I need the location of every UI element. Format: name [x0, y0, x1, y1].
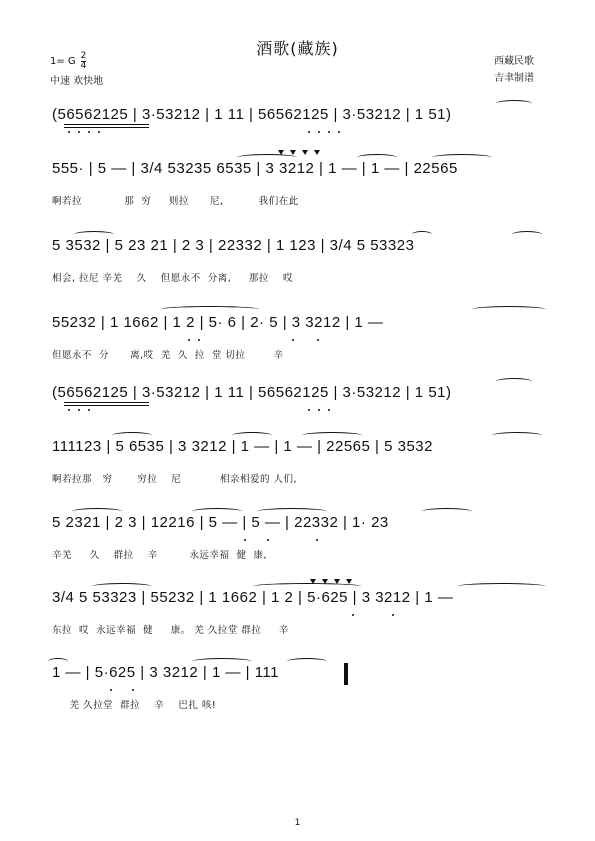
system-2	[52, 158, 546, 218]
low-octave-dot	[110, 689, 112, 691]
beat-underline	[64, 124, 149, 125]
beat-underline	[64, 405, 149, 406]
low-octave-dot	[88, 131, 90, 133]
system-9	[52, 662, 546, 722]
low-octave-dot	[328, 409, 330, 411]
low-octave-dot	[88, 409, 90, 411]
notation-line: (56562125 | 3·53212 | 1 11 | 56562125 | 3·53212 | 1 51)	[52, 106, 452, 123]
notation-line: 111123 | 5 6535 | 3 3212 | 1 — | 1 — | 22565 | 5 3532	[52, 438, 433, 455]
source-credit: 西藏民歌	[494, 56, 534, 67]
low-octave-dot	[352, 614, 354, 616]
slur-mark	[496, 378, 532, 385]
final-barline	[344, 663, 348, 685]
low-octave-dot	[318, 131, 320, 133]
accent-mark	[302, 150, 308, 155]
song-title: 酒歌(藏族)	[256, 39, 339, 58]
low-octave-dot	[292, 339, 294, 341]
slur-mark	[48, 658, 68, 665]
low-octave-dot	[316, 539, 318, 541]
slur-mark	[257, 508, 327, 515]
accent-mark	[314, 150, 320, 155]
system-8	[52, 587, 546, 647]
system-4	[52, 312, 546, 372]
low-octave-dot	[98, 131, 100, 133]
lyrics-line: 但愿永不 分 离,哎 羌 久 拉 堂 切拉 辛	[52, 350, 284, 361]
slur-mark	[496, 100, 532, 107]
notation-line: 1 — | 5·625 | 3 3212 | 1 — | 111	[52, 664, 279, 681]
slur-mark	[432, 154, 492, 161]
low-octave-dot	[317, 339, 319, 341]
low-octave-dot	[244, 539, 246, 541]
notation-line: 55232 | 1 1662 | 1 2 | 5· 6 | 2· 5 | 3 3212 | 1 —	[52, 314, 384, 331]
tempo-marking: 中速 欢快地	[50, 76, 104, 87]
lyrics-line: 相会, 拉尼 辛羌 久 但愿永不 分离, 那拉 哎	[52, 273, 293, 284]
lyrics-line: 啊若拉 那 穷 则拉 尼, 我们在此	[52, 196, 299, 207]
slur-mark	[412, 231, 432, 238]
slur-mark	[112, 432, 152, 439]
low-octave-dot	[68, 131, 70, 133]
low-octave-dot	[338, 131, 340, 133]
arranger-credit: 吉聿制谱	[494, 73, 534, 84]
slur-mark	[237, 154, 297, 161]
time-signature-bottom: 4	[80, 61, 87, 71]
slur-mark	[302, 432, 362, 439]
notation-line: 5 3532 | 5 23 21 | 2 3 | 22332 | 1 123 | 3/4 5 53323	[52, 237, 415, 254]
slur-mark	[192, 658, 252, 665]
low-octave-dot	[132, 689, 134, 691]
lyrics-line: 羌 久拉堂 群拉 辛 巴扎 咳!	[52, 700, 217, 711]
low-octave-dot	[328, 131, 330, 133]
slur-mark	[192, 508, 242, 515]
time-signature	[81, 52, 87, 71]
notation-line: (56562125 | 3·53212 | 1 11 | 56562125 | 3·53212 | 1 51)	[52, 384, 452, 401]
low-octave-dot	[78, 409, 80, 411]
lyrics-line: 啊若拉那 穷 穷拉 尼 相亲相爱的 人们,	[52, 474, 298, 485]
slur-mark	[232, 432, 272, 439]
low-octave-dot	[198, 339, 200, 341]
low-octave-dot	[188, 339, 190, 341]
slur-mark	[287, 658, 327, 665]
slur-mark	[74, 231, 114, 238]
beat-underline	[64, 402, 149, 403]
low-octave-dot	[308, 131, 310, 133]
low-octave-dot	[392, 614, 394, 616]
system-7	[52, 512, 546, 572]
slur-mark	[472, 306, 546, 313]
page-number: 1	[294, 818, 301, 828]
slur-mark	[72, 508, 122, 515]
low-octave-dot	[68, 409, 70, 411]
notation-line: 555· | 5 — | 3/4 53235 6535 | 3 3212 | 1 — | 1 — | 22565	[52, 160, 458, 177]
slur-mark	[492, 432, 542, 439]
key-signature	[50, 52, 86, 71]
beat-underline	[64, 127, 149, 128]
low-octave-dot	[308, 409, 310, 411]
slur-mark	[422, 508, 472, 515]
slur-mark	[160, 306, 260, 313]
key-label: 1= G	[50, 56, 76, 67]
notation-line: 3/4 5 53323 | 55232 | 1 1662 | 1 2 | 5·625 | 3 3212 | 1 —	[52, 589, 454, 606]
low-octave-dot	[267, 539, 269, 541]
slur-mark	[512, 231, 542, 238]
low-octave-dot	[78, 131, 80, 133]
time-signature-top: 2	[80, 51, 87, 61]
lyrics-line: 东拉 哎 永远幸福 健 康。 羌 久拉堂 群拉 辛	[52, 625, 289, 636]
slur-mark	[457, 583, 546, 590]
lyrics-line: 辛羌 久 群拉 辛 永远幸福 健 康,	[52, 550, 268, 561]
accent-mark	[290, 150, 296, 155]
slur-mark	[92, 583, 152, 590]
slur-mark	[357, 154, 397, 161]
system-3	[52, 235, 546, 295]
low-octave-dot	[318, 409, 320, 411]
slur-mark	[252, 583, 362, 590]
system-6	[52, 436, 546, 496]
notation-line: 5 2321 | 2 3 | 12216 | 5 — | 5 — | 22332 | 1· 23	[52, 514, 389, 531]
